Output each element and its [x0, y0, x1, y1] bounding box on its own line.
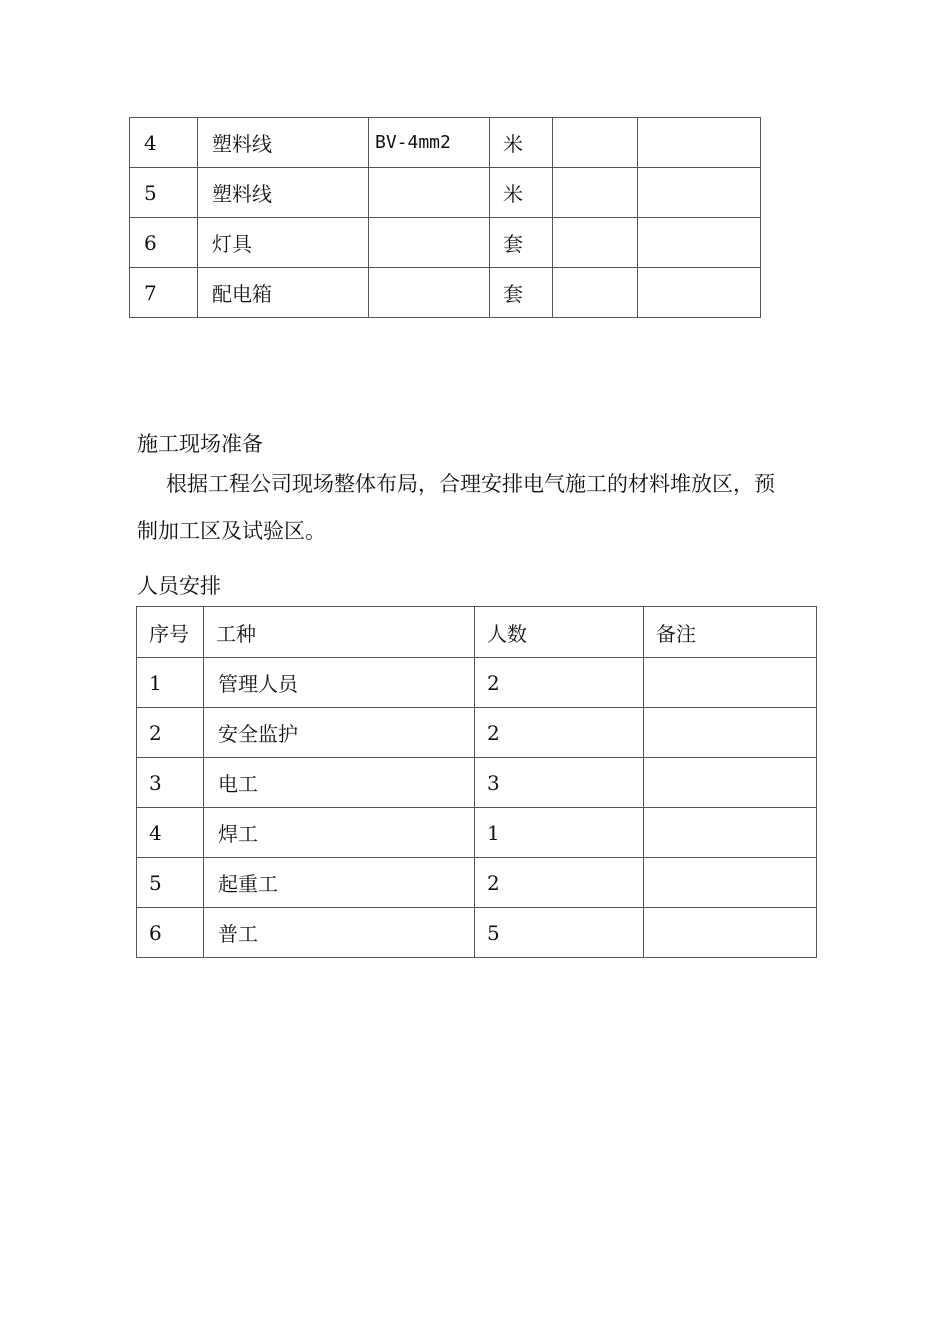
materials-table [129, 117, 761, 318]
staff-count: 2 [475, 708, 644, 758]
staff-remark [644, 708, 817, 758]
item-number: 4 [130, 118, 198, 168]
item-unit: 套 [490, 218, 553, 268]
table-row [130, 268, 761, 318]
item-unit: 米 [490, 118, 553, 168]
staffing-table [136, 606, 817, 958]
item-spec [369, 268, 490, 318]
staff-job: 起重工 [204, 858, 475, 908]
item-quantity [553, 168, 638, 218]
header-job: 工种 [204, 607, 475, 658]
staff-job: 普工 [204, 908, 475, 958]
site-prep-heading: 施工现场准备 [137, 432, 263, 456]
table-row [137, 658, 817, 708]
header-count: 人数 [475, 607, 644, 658]
staff-job: 电工 [204, 758, 475, 808]
paragraph-line: 制加工区及试验区。 [137, 519, 326, 543]
item-remark [638, 268, 761, 318]
item-name: 塑料线 [198, 118, 369, 168]
staff-remark [644, 808, 817, 858]
item-spec [369, 168, 490, 218]
table-row [137, 758, 817, 808]
item-quantity [553, 268, 638, 318]
staff-number: 3 [137, 758, 204, 808]
paragraph-line: 根据工程公司现场整体布局，合理安排电气施工的材料堆放区，预 [166, 472, 775, 496]
header-number: 序号 [137, 607, 204, 658]
staffing-heading: 人员安排 [137, 574, 221, 598]
staff-count: 3 [475, 758, 644, 808]
table-row [130, 118, 761, 168]
item-unit: 米 [490, 168, 553, 218]
item-name: 塑料线 [198, 168, 369, 218]
staff-count: 2 [475, 858, 644, 908]
staff-count: 2 [475, 658, 644, 708]
table-row [137, 708, 817, 758]
site-prep-paragraph [137, 461, 817, 555]
table-row [130, 168, 761, 218]
table-row [130, 218, 761, 268]
table-row [137, 908, 817, 958]
item-name: 配电箱 [198, 268, 369, 318]
item-quantity [553, 218, 638, 268]
staff-remark [644, 908, 817, 958]
staff-count: 1 [475, 808, 644, 858]
item-number: 7 [130, 268, 198, 318]
staff-remark [644, 758, 817, 808]
item-remark [638, 168, 761, 218]
item-quantity [553, 118, 638, 168]
item-number: 5 [130, 168, 198, 218]
item-unit: 套 [490, 268, 553, 318]
staff-number: 2 [137, 708, 204, 758]
item-remark [638, 118, 761, 168]
staff-job: 管理人员 [204, 658, 475, 708]
staff-number: 6 [137, 908, 204, 958]
staff-job: 焊工 [204, 808, 475, 858]
table-row [137, 808, 817, 858]
staff-number: 1 [137, 658, 204, 708]
table-header-row [137, 607, 817, 658]
header-remark: 备注 [644, 607, 817, 658]
item-spec: BV-4mm2 [369, 118, 490, 168]
staff-remark [644, 658, 817, 708]
staff-job: 安全监护 [204, 708, 475, 758]
item-name: 灯具 [198, 218, 369, 268]
staff-number: 5 [137, 858, 204, 908]
item-spec [369, 218, 490, 268]
staff-remark [644, 858, 817, 908]
staff-count: 5 [475, 908, 644, 958]
table-row [137, 858, 817, 908]
item-remark [638, 218, 761, 268]
item-number: 6 [130, 218, 198, 268]
staff-number: 4 [137, 808, 204, 858]
